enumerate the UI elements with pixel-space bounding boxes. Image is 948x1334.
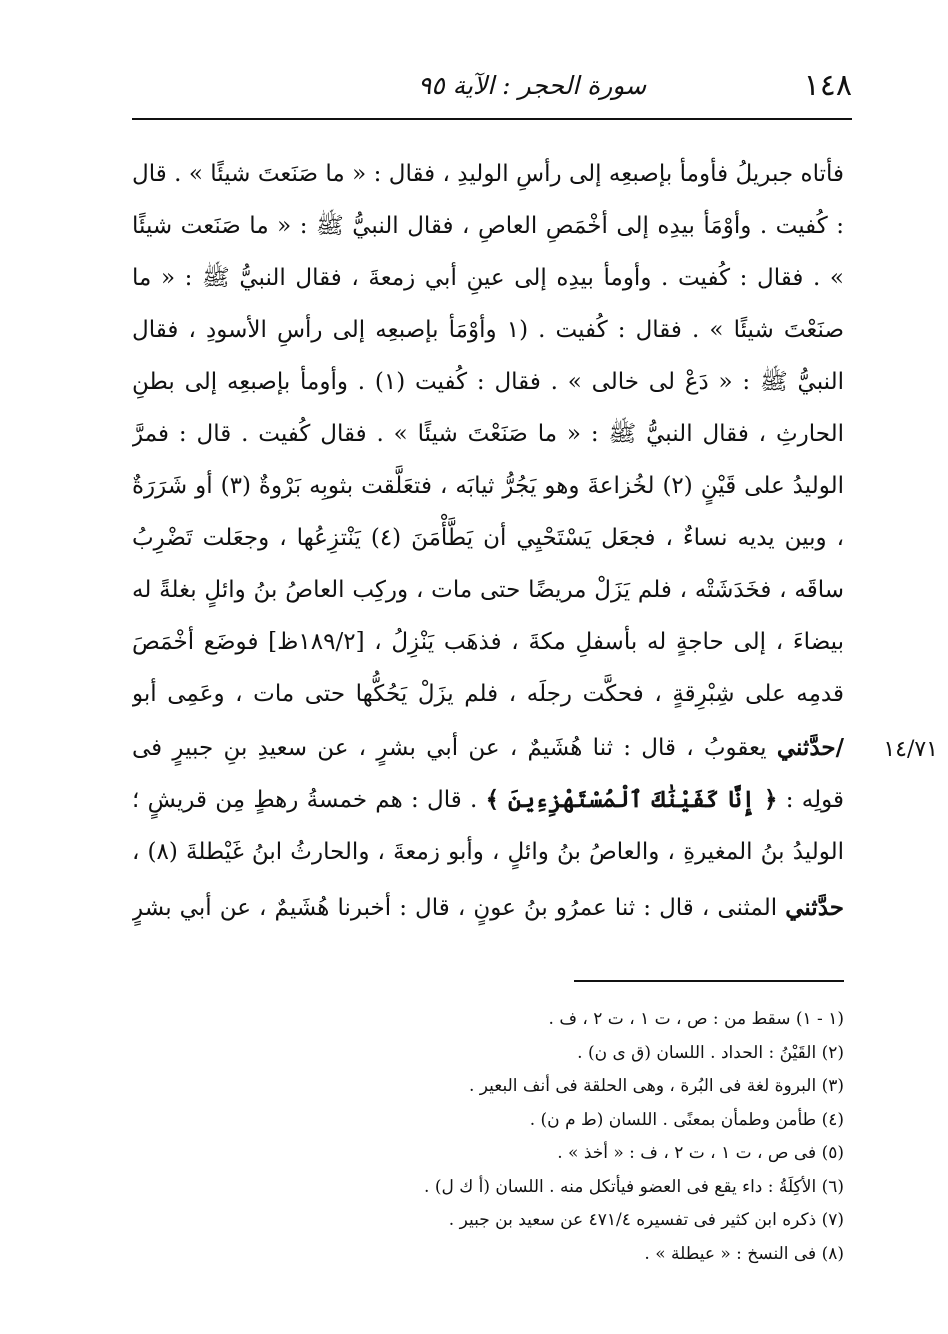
footnote-6: (٦) الأكِلَةُ : داء يقع فى العضو فيأتكل منه . اللسان (أ ك ل) .: [424, 1176, 844, 1197]
page-number: ١٤٨: [803, 68, 852, 103]
running-title: سورة الحجر : الآية ٩٥: [417, 71, 647, 100]
footnote-8: (٨) فى النسخ : « عيطلة » .: [644, 1243, 844, 1264]
paragraph-2-text: يعقوبُ ، قال : ثنا هُشَيمٌ ، عن أبي بشرٍ ، عن سعيدِ بنِ جبيرٍ فى قولِه :: [132, 735, 844, 813]
paragraph-2-rest: . قال : هم خمسةُ رهطٍ مِن قريشٍ ؛ الوليدُ بنُ المغيرةِ ، والعاصُ بنُ وائلٍ ، وأبو زمعةَ ، والحارثُ ابنُ غَيْطلةَ (٨) ،: [132, 787, 844, 865]
footnote-rule: [574, 980, 844, 982]
footnote-7: (٧) ذكره ابن كثير فى تفسيره ٤٧١/٤ عن سعيد بن جبير .: [448, 1210, 844, 1230]
footnote-2: (٢) القَيْنُ : الحداد . اللسان (ق ى ن) .: [577, 1042, 844, 1063]
footnote-5: (٥) فى ص ، ت ١ ، ت ٢ ، ف : « أخذ » .: [557, 1143, 844, 1163]
footnote-1: (١ - ١) سقط من : ص ، ت ١ ، ت ٢ ، ف .: [548, 1009, 844, 1029]
margin-reference: ١٤/٧١: [883, 737, 938, 762]
footnote-4: (٤) طأمن وطمأن بمعنًى . اللسان (ط م ن) .: [529, 1109, 844, 1130]
paragraph-3: [132, 882, 844, 934]
page-header: [132, 66, 852, 110]
footnote-3: (٣) البروة لغة فى البُرة ، وهى الحلقة فى أنف البعير .: [468, 1076, 844, 1096]
footnotes: [132, 1003, 844, 1271]
paragraph-3-text: المثنى ، قال : ثنا عمرُو بنُ عونٍ ، قال : أخبرنا هُشَيمٌ ، عن أبي بشرٍ: [132, 895, 778, 921]
paragraph-1: فأتاه جبريلُ فأومأ بإصبعِه إلى رأسِ الوليدِ ، فقال : « ما صَنَعتَ شيئًا » . قال : كُفيت . وأوْمَأ بيدِه إلى أخْمَصِ العاصِ ، فقال النبيُّ ﷺ : « ما صَنَعت شيئًا » . فقال : كُفيت . وأومأ بيدِه إلى عينِ أبي زمعةَ ، فقال النبيُّ ﷺ : « ما صنَعْتَ شيئًا » . فقال : كُفيت . (١ وأوْمَأ بإصبعِه إلى رأسِ الأسودِ ، فقال النبيُّ ﷺ : « دَعْ لى خالى » . فقال : كُفيت (١) . وأومأ بإصبعِه إلى بطنِ الحارثِ ، فقال النبيُّ ﷺ : « ما صَنَعْتَ شيئًا » . فقال كُفيت . قال : فمرَّ الوليدُ على قَيْنٍ (٢) لخُزاعةَ وهو يَجُرُّ ثيابَه ، فتعَلَّقت بثوبِه بَرْوةٌ (٣) أو شَرَرَةٌ ، وبين يديه نساءٌ ، فجعَل يَسْتَحْيِي أن يَطَّأْمَنَ (٤) يَنْتزِعُها ، وجعَلت تَضْرِبُ ساقَه ، فخَدَشَتْه ، فلم يَزَلْ مريضًا حتى مات ، وركِب العاصُ بنُ وائلٍ بغلةً له بيضاءَ ، إلى حاجةٍ له بأسفلِ مكةَ ، فذهَب يَنْزِلُ ، [١٨٩/٢ظ] فوضَع أخْمَصَ قدمِه على شِبْرِقةٍ ، فحكَّت رجلَه ، فلم يزَلْ يَحُكُّها حتى مات ، وعَمِى أبو: [132, 161, 844, 707]
main-text: [132, 148, 844, 934]
quran-verse: ﴿ إِنَّا كَفَيْنَٰكَ ٱلْمُسْتَهْزِءِينَ ﴾: [485, 786, 778, 813]
paragraph-2: [132, 722, 844, 878]
paragraph-3-lead: حدَّثني: [785, 894, 844, 921]
paragraph-2-lead: /حدَّثني: [776, 734, 844, 761]
header-rule: [132, 118, 852, 120]
